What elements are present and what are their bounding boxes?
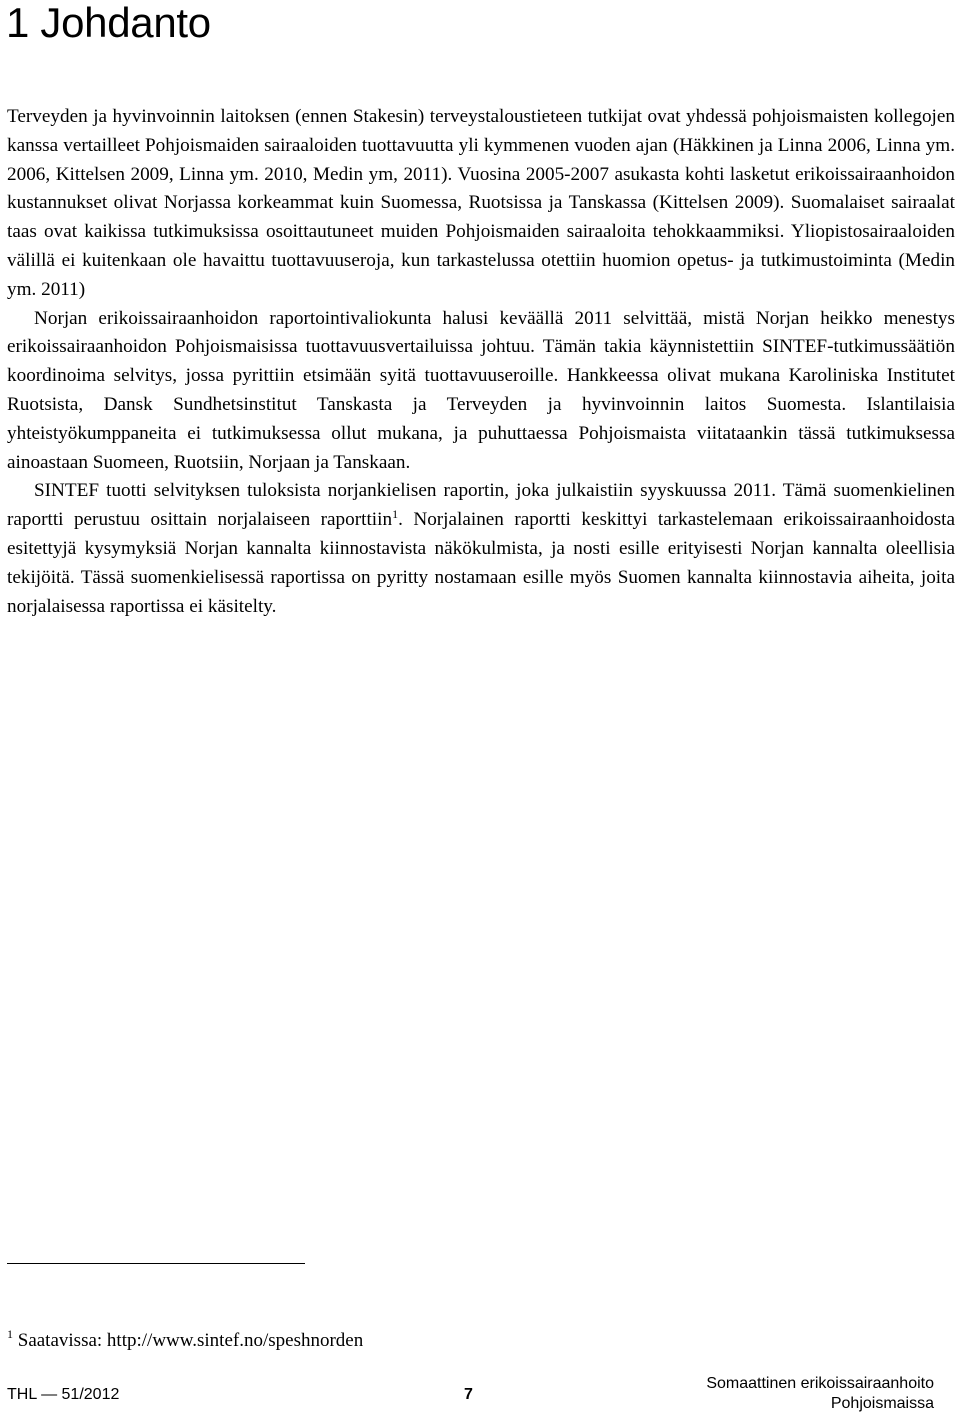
paragraph-sintef-text-before: SINTEF tuotti selvityksen tuloksista norjankielisen raportin, joka julkaistiin syyskuussa 2011. Tämä suomenkielinen raportti perustuu osittain norjalaiseen raporttiin: [7, 480, 955, 531]
footnote-text: Saatavissa: http://www.sintef.no/speshnorden: [13, 1330, 364, 1351]
page-title: 1 Johdanto: [6, 0, 211, 46]
footer-report-title-line1: Somaattinen erikoissairaanhoito: [706, 1375, 934, 1392]
paragraph-norway-study: Norjan erikoissairaanhoidon raportointivaliokunta halusi keväällä 2011 selvittää, mistä Norjan heikko menestys erikoissairaanhoidon Pohjoismaisissa tuottavuusvertailuissa johtuu. Tämän takia käynnistettiin SINTEF-tutkimussäätiön koordinoima selvitys, jossa pyrittiin etsimään syitä tuottavuuseroille. Hankkeessa olivat mukana Karoliniska Institutet Ruotsista, Dansk Sundhetsinstitut Tanskasta ja Terveyden ja hyvinvoinnin laitos Suomesta. Islantilaisia yhteistyökumppaneita ei tutkimuksessa ollut mukana, ja puhuttaessa Pohjoismaista viitataankin tässä tutkimuksessa ainoastaan Suomeen, Ruotsiin, Norjaan ja Tanskaan.: [7, 307, 955, 473]
paragraph-sintef-text-after: . Norjalainen raportti keskittyi tarkastelemaan erikoissairaanhoidosta esitettyjä kysymyksiä Norjan kannalta kiinnostavista näkökulmista, ja nosti esille erityisesti Norjan kannalta oleellisia tekijöitä. Tässä suomenkielisessä raportissa on pyritty nostamaan esille myös Suomen kannalta kiinnostavia aiheita, joita norjalaisessa raportissa ei käsitelty.: [7, 509, 956, 617]
footnote-reference[interactable]: 1: [392, 507, 399, 522]
footnote-divider: [7, 1263, 305, 1264]
paragraph-intro: Terveyden ja hyvinvoinnin laitoksen (ennen Stakesin) terveystaloustieteen tutkijat ovat yhdessä pohjoismaisten kollegojen kanssa vertailleet Pohjoismaiden sairaaloiden tuottavuutta yli kymmenen vuoden ajan (Häkkinen ja Linna 2006, Linna ym. 2006, Kittelsen 2009, Linna ym. 2010, Medin ym, 2011). Vuosina 2005-2007 asukasta kohti lasketut erikoissairaanhoidon kustannukset olivat Norjassa korkeammat kuin Suomessa, Ruotsissa ja Tanskassa (Kittelsen 2009). Suomalaiset sairaalat taas ovat kaikissa tutkimuksissa osoittautuneet muiden Pohjoismaiden sairaaloita tehokkaammiksi. Yliopistosairaaloiden välillä ei kuitenkaan ole havaittu tuottavuuseroja, kun tarkastelussa otettiin huomion opetus- ja tutkimustoiminta (Medin ym. 2011): [7, 106, 955, 300]
footer-publication: THL — 51/2012: [7, 1386, 120, 1403]
page-number: 7: [464, 1386, 473, 1403]
body-text: [7, 103, 955, 621]
footer-report-title: [706, 1374, 934, 1414]
footnote-number: 1: [7, 1327, 13, 1341]
footer-report-title-line2: Pohjoismaissa: [830, 1395, 934, 1412]
paragraph-sintef-report: [7, 477, 955, 621]
footnote: [7, 1329, 363, 1353]
